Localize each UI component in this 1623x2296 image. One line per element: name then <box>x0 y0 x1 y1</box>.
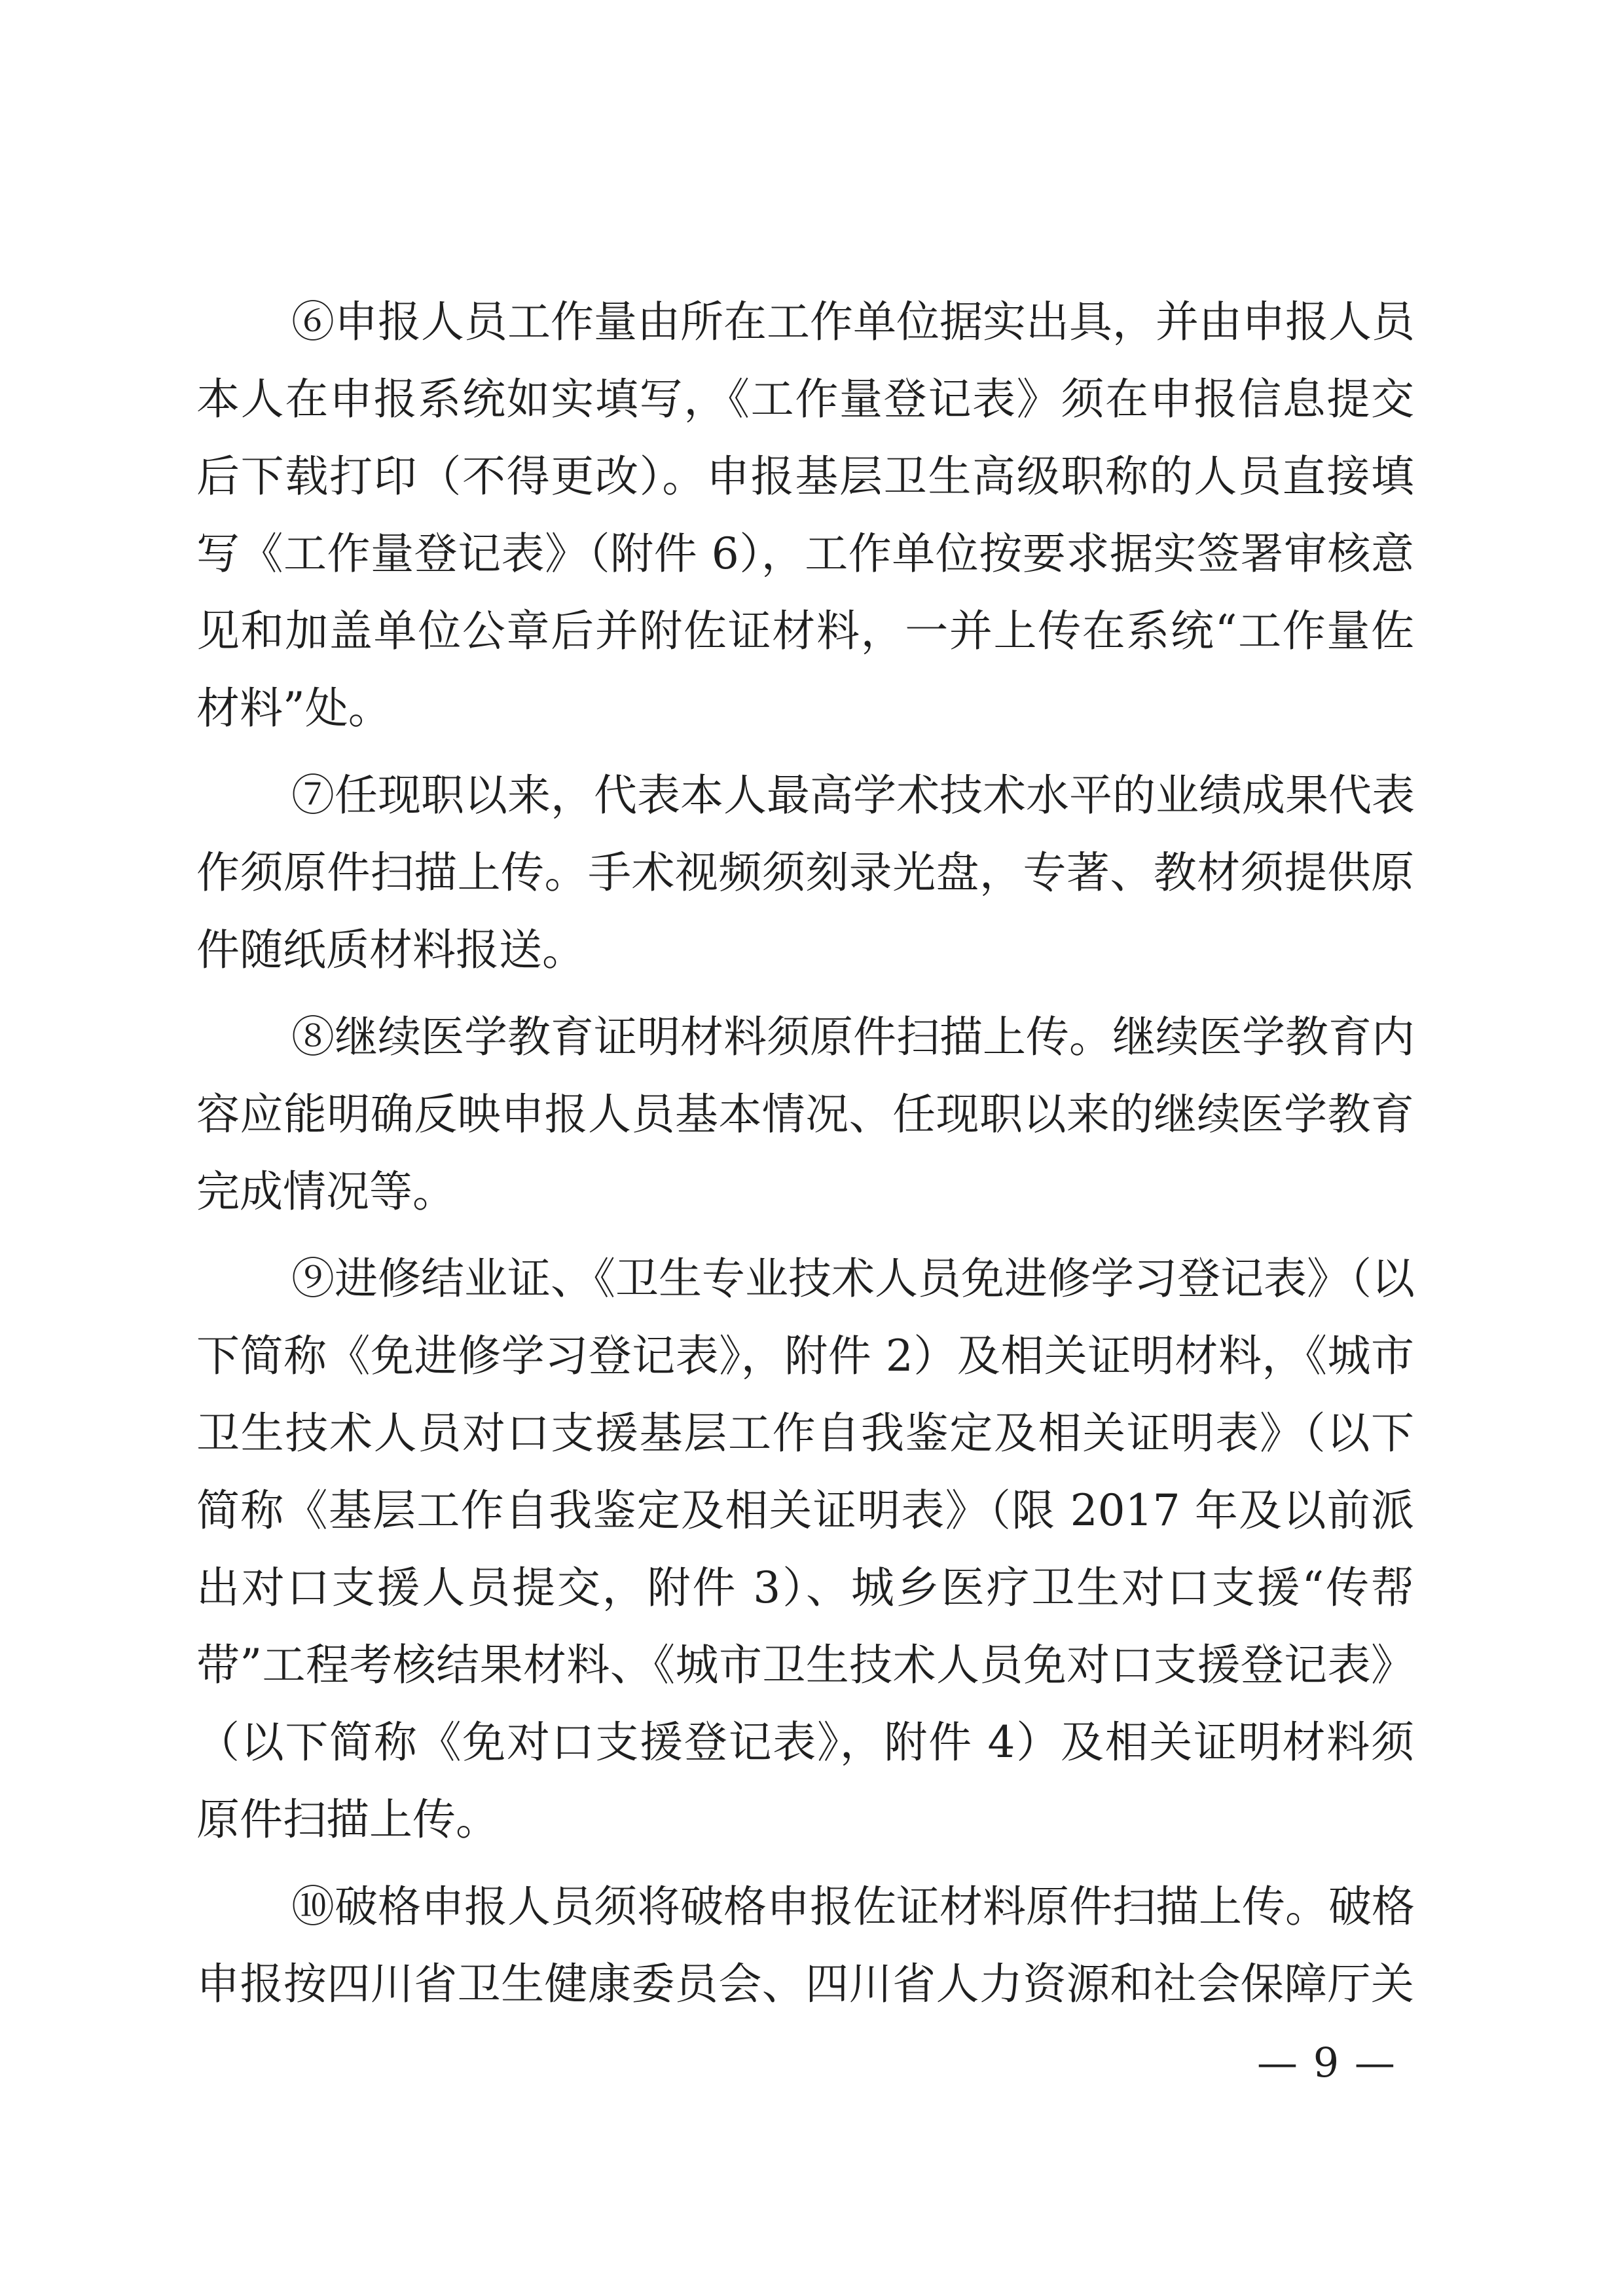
text-line: 材料”处。 <box>196 683 392 733</box>
text-line: ⑨进修结业证、《卫生专业技术人员免进修学习登记表》（以 <box>291 1253 1415 1304</box>
text-line: ⑧继续医学教育证明材料须原件扫描上传。继续医学教育内 <box>291 1012 1415 1062</box>
text-line: ⑩破格申报人员须将破格申报佐证材料原件扫描上传。破格 <box>291 1881 1415 1932</box>
text-line: 后下载打印（不得更改）。申报基层卫生高级职称的人员直接填 <box>196 451 1414 502</box>
text-line: ⑥申报人员工作量由所在工作单位据实出具，并由申报人员 <box>291 297 1415 347</box>
text-line: 写《工作量登记表》（附件 6），工作单位按要求据实签署审核意 <box>196 528 1414 579</box>
text-line: 申报按四川省卫生健康委员会、四川省人力资源和社会保障厅关 <box>196 1959 1414 2009</box>
text-line: 完成情况等。 <box>196 1166 456 1217</box>
text-line: 下简称《免进修学习登记表》，附件 2）及相关证明材料，《城市 <box>196 1331 1414 1381</box>
text-line: 见和加盖单位公章后并附佐证材料，一并上传在系统“工作量佐 <box>196 606 1414 656</box>
text-line: 带”工程考核结果材料、《城市卫生技术人员免对口支援登记表》 <box>196 1640 1414 1690</box>
text-line: 容应能明确反映申报人员基本情况、任现职以来的继续医学教育 <box>196 1089 1414 1139</box>
page-number: — 9 — <box>1257 2039 1396 2086</box>
text-line: 件随纸质材料报送。 <box>196 925 585 975</box>
text-line: 本人在申报系统如实填写，《工作量登记表》须在申报信息提交 <box>196 374 1414 424</box>
text-line: 出对口支援人员提交，附件 3）、城乡医疗卫生对口支援“传帮 <box>196 1563 1414 1613</box>
text-line: 作须原件扫描上传。手术视频须刻录光盘，专著、教材须提供原 <box>196 847 1414 898</box>
text-line: 卫生技术人员对口支援基层工作自我鉴定及相关证明表》（以下 <box>196 1408 1414 1458</box>
text-line: 原件扫描上传。 <box>196 1794 499 1845</box>
text-line: （以下简称《免对口支援登记表》，附件 4）及相关证明材料须 <box>196 1717 1414 1768</box>
text-line: ⑦任现职以来，代表本人最高学术技术水平的业绩成果代表 <box>291 770 1415 821</box>
text-line: 简称《基层工作自我鉴定及相关证明表》（限 2017 年及以前派 <box>196 1485 1414 1536</box>
